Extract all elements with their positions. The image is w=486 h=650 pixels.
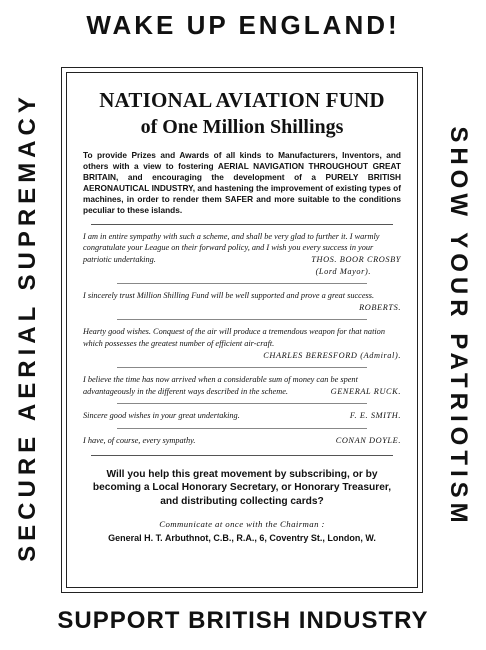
testimonial [83,374,401,397]
testimonial-signature: THOS. BOOR CROSBY [311,254,401,264]
testimonial [83,231,401,277]
intro-paragraph [83,150,401,216]
testimonial-quote: Sincere good wishes in your great undertaking. [83,411,240,421]
top-banner: WAKE UP ENGLAND! [86,10,400,40]
intro-caps-2: PURELY BRITISH AERONAUTICAL INDUSTRY, [83,171,401,193]
testimonial-signature: CONAN DOYLE. [335,435,401,445]
intro-caps-3: SAFER [224,193,254,204]
divider [117,428,367,429]
testimonial-quote: Hearty good wishes. Conquest of the air will produce a tremendous weapon for that nation which possesses the greatest number of efficient air-craft. [83,327,385,348]
appeal-text: Will you help this great movement by subscribing, or by becoming a Local Honorary Secretary, or Honorary Treasurer, and distributing collecting cards? [92,468,392,508]
intro-text-2: and encouraging the development of a [127,171,317,182]
intro-text-1: To provide Prizes and Awards of all kinds to Manufacturers, Inventors, and others with a view to fostering [83,150,401,171]
divider [117,403,367,404]
left-side-text: SECURE AERIAL SUPREMACY [14,92,41,562]
testimonial-signature: F. E. SMITH. [349,411,401,421]
intro-text-3: and hastening the improvement of existing types of machines, in order to render them [83,182,402,204]
bottom-banner: SUPPORT BRITISH INDUSTRY [57,607,429,634]
divider [117,283,367,284]
ad-subtitle: of One Million Shillings [140,116,344,139]
testimonial-signature: ROBERTS. [359,302,401,312]
intro-text-4: and more suitable to the conditions peculiar to these islands. [83,193,401,215]
testimonial-quote: I have, of course, every sympathy. [83,435,196,445]
divider [117,367,367,368]
advertisement-inner [66,72,418,588]
testimonial-signature: CHARLES BERESFORD (Admiral). [263,350,401,360]
intro-caps-1: AERIAL NAVIGATION THROUGHOUT GREAT BRITAIN, [83,160,401,182]
left-side-banner [0,62,56,592]
testimonial-quote: I believe the time has now arrived when a considerable sum of money can be spent advantageously in the different ways described in the scheme. [83,375,358,396]
testimonial-quote: I am in entire sympathy with such a scheme, and shall be very glad to further it. I warmly congratulate your League on their forward policy, and I wish you every success in your patriotic undertaking. [83,231,380,264]
testimonial [83,290,401,313]
testimonial-subtitle: (Lord Mayor). [315,266,371,276]
ad-title: NATIONAL AVIATION FUND [99,88,385,112]
testimonial-signature: GENERAL RUCK. [330,386,401,396]
right-side-text: SHOW YOUR PATRIOTISM [445,126,472,528]
testimonial-quote: I sincerely trust Million Shilling Fund will be well supported and prove a great success. [83,291,375,301]
divider [91,455,393,456]
divider [117,319,367,320]
divider [91,224,393,225]
testimonial [83,326,401,361]
advertisement-frame [61,67,423,593]
communicate-line: Communicate at once with the Chairman : [159,518,325,529]
testimonial [83,410,401,422]
chairman-address: General H. T. Arbuthnot, C.B., R.A., 6, Coventry St., London, W. [108,532,376,543]
testimonial [83,435,401,447]
right-side-banner [430,62,486,592]
